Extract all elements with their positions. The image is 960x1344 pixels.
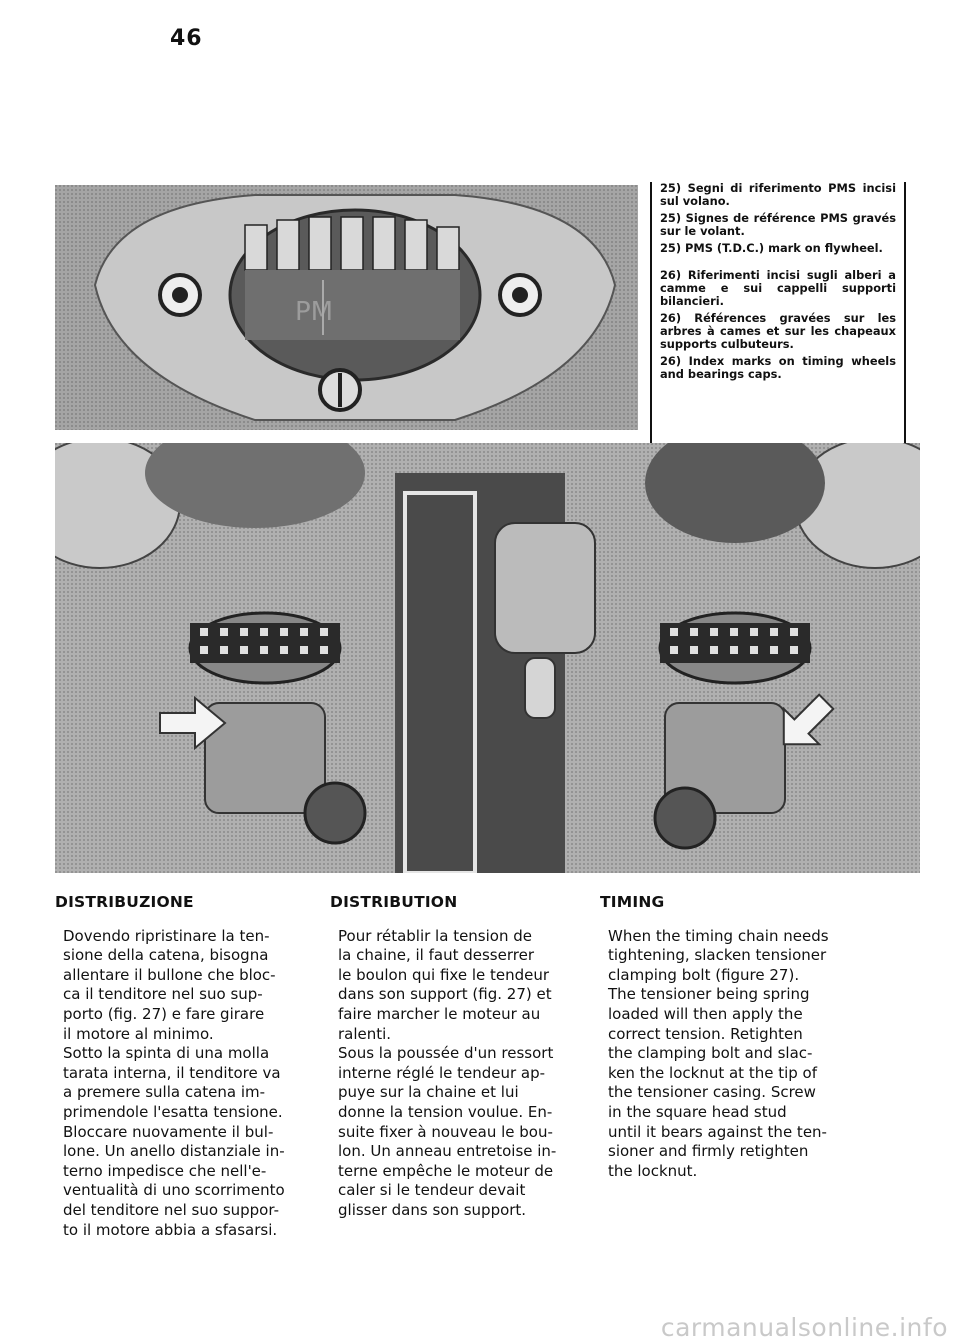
text-line: faire marcher le moteur au	[338, 1004, 541, 1023]
flywheel-photo	[55, 185, 638, 430]
body-french	[330, 927, 600, 1221]
figure-captions	[650, 182, 906, 460]
text-line: until it bears against the ten-	[608, 1122, 827, 1141]
text-line: to il motore abbia a sfasarsi.	[63, 1220, 278, 1239]
text-line: loaded will then apply the	[608, 1004, 803, 1023]
body-english	[600, 927, 870, 1182]
text-line: Pour rétablir la tension de	[338, 926, 532, 945]
text-line: the clamping bolt and slac-	[608, 1044, 813, 1063]
text-line: the tensioner casing. Screw	[608, 1083, 816, 1102]
section-french	[330, 893, 600, 1221]
pms-mark-label: PM	[295, 297, 334, 327]
text-line: When the timing chain needs	[608, 926, 829, 945]
text-line: il motore al minimo.	[63, 1024, 214, 1043]
text-line: suite fixer à nouveau le bou-	[338, 1122, 553, 1141]
text-line: Sous la poussée d'un ressort	[338, 1044, 554, 1063]
text-line: terno impedisce che nell'e-	[63, 1161, 267, 1180]
heading-timing: TIMING	[600, 893, 665, 911]
caption-25-it: 25) Segni di riferimento PMS incisi sul volano.	[660, 181, 896, 208]
text-line: The tensioner being spring	[608, 985, 810, 1004]
text-line: ventualità di uno scorrimento	[63, 1181, 285, 1200]
text-line: la chaine, il faut desserrer	[338, 946, 534, 965]
text-line: lone. Un anello distanziale in-	[63, 1142, 285, 1161]
text-line: in the square head stud	[608, 1102, 787, 1121]
text-line: puye sur la chaine et lui	[338, 1083, 519, 1102]
text-line: sioner and firmly retighten	[608, 1142, 809, 1161]
body-italian	[55, 927, 325, 1241]
text-line: le boulon qui fixe le tendeur	[338, 965, 550, 984]
text-line: a premere sulla catena im-	[63, 1083, 266, 1102]
text-line: ralenti.	[338, 1024, 392, 1043]
text-line: glisser dans son support.	[338, 1200, 527, 1219]
text-line: interne réglé le tendeur ap-	[338, 1063, 546, 1082]
text-line: correct tension. Retighten	[608, 1024, 803, 1043]
heading-distribuzione: DISTRIBUZIONE	[55, 893, 194, 911]
caption-25-en: 25) PMS (T.D.C.) mark on flywheel.	[660, 241, 883, 255]
caption-26-en: 26) Index marks on timing wheels and bearings caps.	[660, 354, 896, 381]
section-italian	[55, 893, 325, 1240]
text-line: tarata interna, il tenditore va	[63, 1063, 281, 1082]
text-line: ken the locknut at the tip of	[608, 1063, 818, 1082]
watermark: carmanualsonline.info	[660, 1313, 948, 1342]
text-line: Bloccare nuovamente il bul-	[63, 1122, 274, 1141]
caption-26-it: 26) Riferimenti incisi sugli alberi a camme e sui cappelli supporti bilancieri.	[660, 268, 896, 308]
text-line: Sotto la spinta di una molla	[63, 1044, 270, 1063]
caption-26-fr: 26) Références gravées sur les arbres à cames et sur les chapeaux supports culbuteurs.	[660, 311, 896, 351]
text-line: Dovendo ripristinare la ten-	[63, 926, 270, 945]
text-line: the locknut.	[608, 1161, 698, 1180]
text-line: terne empêche le moteur de	[338, 1161, 554, 1180]
page-number: 46	[170, 26, 203, 51]
text-line: dans son support (fig. 27) et	[338, 985, 552, 1004]
text-line: donne la tension voulue. En-	[338, 1102, 553, 1121]
text-line: del tenditore nel suo suppor-	[63, 1200, 279, 1219]
text-line: porto (fig. 27) e fare girare	[63, 1004, 265, 1023]
text-line: caler si le tendeur devait	[338, 1181, 526, 1200]
text-line: tightening, slacken tensioner	[608, 946, 827, 965]
text-line: sione della catena, bisogna	[63, 946, 269, 965]
caption-25-fr: 25) Signes de référence PMS gravés sur le volant.	[660, 211, 896, 238]
text-line: primendole l'esatta tensione.	[63, 1102, 283, 1121]
text-line: clamping bolt (figure 27).	[608, 965, 800, 984]
text-line: lon. Un anneau entretoise in-	[338, 1142, 557, 1161]
camshaft-photo	[55, 443, 920, 873]
text-line: allentare il bullone che bloc-	[63, 965, 276, 984]
heading-distribution: DISTRIBUTION	[330, 893, 458, 911]
text-line: ca il tenditore nel suo sup-	[63, 985, 263, 1004]
section-english	[600, 893, 870, 1181]
